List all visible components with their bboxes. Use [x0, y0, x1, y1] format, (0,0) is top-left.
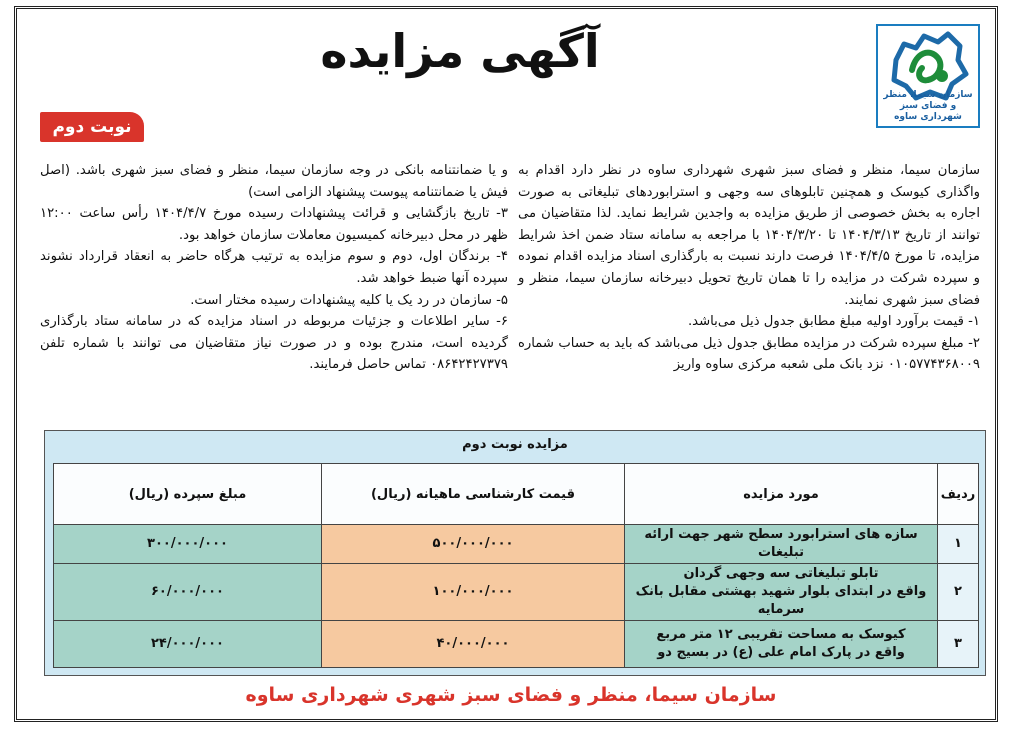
row-price: ۴۰/۰۰۰/۰۰۰ [322, 621, 625, 668]
row-number: ۱ [938, 525, 979, 564]
subject-line: تابلو تبلیغاتی سه وجهی گردان [683, 566, 879, 581]
header-deposit: مبلغ سپرده (ریال) [54, 464, 322, 525]
subject-line: کیوسک به مساحت تقریبی ۱۲ متر مربع [656, 627, 906, 642]
page-title: آگهی مزایده [320, 24, 600, 78]
body-column-right [518, 160, 980, 376]
subject-line: واقع در پارک امام علی (ع) در بسیج دو [657, 645, 905, 660]
row-price: ۱۰۰/۰۰۰/۰۰۰ [322, 564, 625, 621]
paragraph: ۵- سازمان در رد یک یا کلیه پیشنهادات رسیده مختار است. [190, 292, 508, 308]
subject-line: واقع در ابتدای بلوار شهید بهشتی مقابل بانک سرمایه [635, 584, 927, 617]
logo-caption: سازمان سیما، منظر و فضای سبز شهرداری ساوه [883, 90, 973, 122]
paragraph: ۱- قیمت برآورد اولیه مبلغ مطابق جدول ذیل می‌باشد. [687, 314, 980, 330]
paragraph: ۴- برندگان اول، دوم و سوم مزایده به ترتیب هرگاه حاضر به انعقاد قرارداد نشوند سپرده آنها ضبط خواهد شد. [40, 249, 508, 286]
auction-table [53, 463, 979, 668]
body-column-left [40, 160, 508, 376]
subject-line: سازه های استرابورد سطح شهر جهت ارائه تبلیغات [644, 527, 918, 560]
row-deposit: ۳۰۰/۰۰۰/۰۰۰ [54, 525, 322, 564]
table-row [54, 564, 979, 621]
table-row [54, 621, 979, 668]
table-caption: مزایده نوبت دوم [462, 437, 568, 452]
row-deposit: ۲۴/۰۰۰/۰۰۰ [54, 621, 322, 668]
header-row-number: ردیف [938, 464, 979, 525]
table-header-row [54, 464, 979, 525]
paragraph: ۳- تاریخ بازگشایی و قرائت پیشنهادات رسیده مورخ ۱۴۰۴/۴/۷ رأس ساعت ۱۲:۰۰ ظهر در محل دبیرخانه کمیسیون معاملات سازمان خواهد بود. [40, 206, 508, 243]
table-row [54, 525, 979, 564]
auction-table-section [44, 430, 986, 676]
row-price: ۵۰۰/۰۰۰/۰۰۰ [322, 525, 625, 564]
row-subject [625, 621, 938, 668]
header-subject: مورد مزایده [625, 464, 938, 525]
paragraph: ۲- مبلغ سپرده شرکت در مزایده مطابق جدول ذیل می‌باشد که باید به حساب شماره ۰۱۰۵۷۷۴۳۶۸۰۰۹ نزد بانک ملی شعبه مرکزی ساوه واریز [518, 335, 980, 373]
row-number: ۲ [938, 564, 979, 621]
row-deposit: ۶۰/۰۰۰/۰۰۰ [54, 564, 322, 621]
footer-organization: سازمان سیما، منظر و فضای سبز شهری شهرداری ساوه [245, 684, 777, 706]
paragraph: سازمان سیما، منظر و فضای سبز شهری شهرداری ساوه در نظر دارد اقدام به واگذاری کیوسک و همچنین تابلوهای سه وجهی و استرابوردهای تبلیغاتی به صورت اجاره به بخش خصوصی از طریق مزایده به واجدین شرایط نماید. لذا متقاضیان می توانند از تاریخ ۱۴۰۴/۳/۱۳ تا ۱۴۰۴/۳/۲۰ با مراجعه به سامانه ستاد ضمن اخذ شرایط مزایده، تا مورخ ۱۴۰۴/۴/۵ فرصت دارند نسبت به بارگذاری اسناد مزایده اقدام نموده و سپرده شرکت در مزایده را تا همان تاریخ تحویل دبیرخانه سازمان سیما، منظر و فضای سبز شهری نمایند. [518, 163, 980, 308]
organization-logo [876, 24, 980, 128]
round-badge: نوبت دوم [40, 112, 144, 142]
paragraph: و یا ضمانتنامه بانکی در وجه سازمان سیما، منظر و فضای سبز شهری باشد. (اصل فیش یا ضمانتنامه پیوست پیشنهاد الزامی است) [40, 163, 508, 200]
header-price: قیمت کارشناسی ماهیانه (ریال) [322, 464, 625, 525]
row-subject [625, 564, 938, 621]
row-number: ۳ [938, 621, 979, 668]
row-subject [625, 525, 938, 564]
paragraph: ۶- سایر اطلاعات و جزئیات مربوطه در اسناد مزایده که در سامانه ستاد بارگذاری گردیده است، مندرج بوده و در صورت نیاز متقاضیان می توانند با شماره تلفن ۰۸۶۴۲۴۲۷۳۷۹ تماس حاصل فرمایند. [40, 314, 508, 373]
